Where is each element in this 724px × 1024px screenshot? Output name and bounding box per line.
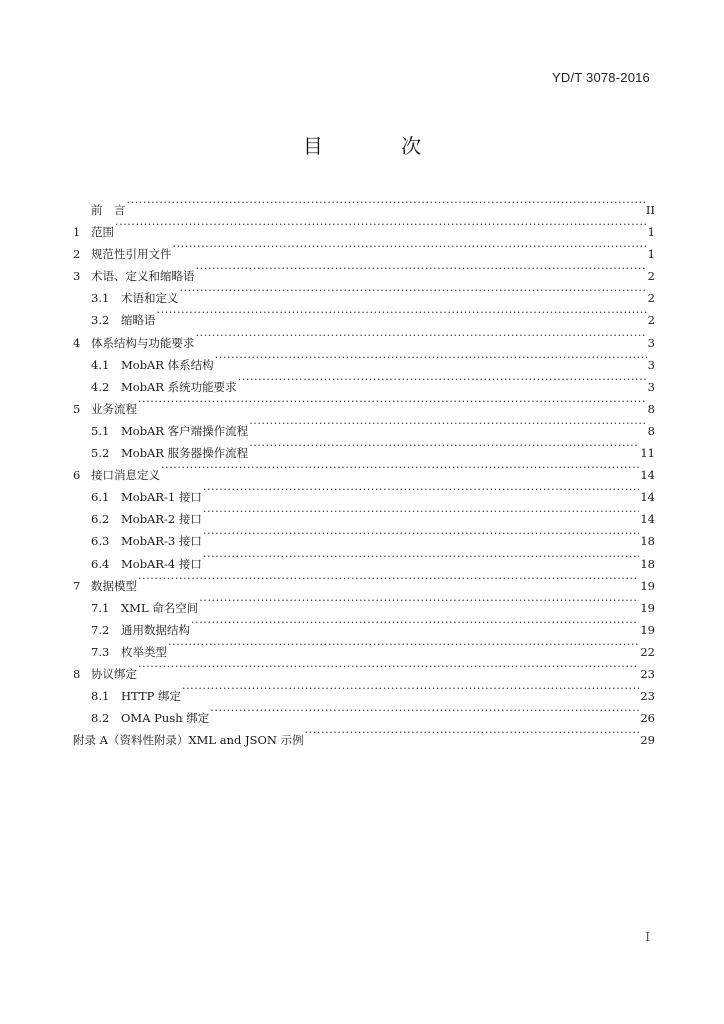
toc-entry[interactable] <box>73 214 655 240</box>
toc-entry-page: 11 <box>640 446 655 461</box>
toc-entry-label: MobAR 体系结构 <box>121 357 214 372</box>
toc-dot-leader <box>182 678 639 700</box>
toc-entry-label: HTTP 绑定 <box>121 689 181 704</box>
toc-entry[interactable] <box>73 568 655 593</box>
toc-dot-leader <box>305 722 640 744</box>
toc-entry-label: MobAR-4 接口 <box>121 556 202 571</box>
toc-entry-page: 18 <box>640 556 655 571</box>
toc-entry[interactable] <box>73 590 655 615</box>
toc-dot-leader <box>157 302 647 324</box>
toc-entry[interactable] <box>73 391 655 416</box>
toc-entry-number: 8 <box>73 666 81 681</box>
toc-entry-page: 23 <box>640 666 655 681</box>
toc-entry-number: 6.2 <box>91 512 110 527</box>
toc-entry-label: 数据模型 <box>91 578 137 593</box>
toc-entry-number: 8.2 <box>91 711 110 726</box>
toc-dot-leader <box>203 523 639 545</box>
toc-entry-page: 1 <box>647 247 655 262</box>
toc-entry-label: 缩略语 <box>121 313 156 328</box>
page-number: I <box>645 930 650 944</box>
toc-entry[interactable] <box>73 325 655 350</box>
toc-entry[interactable] <box>73 302 655 328</box>
toc-entry-number: 5.1 <box>91 423 110 438</box>
toc-entry-label: MobAR-2 接口 <box>121 512 202 527</box>
toc-entry-page: II <box>645 203 655 217</box>
toc-dot-leader <box>238 369 647 391</box>
toc-entry-page: 19 <box>640 600 655 615</box>
toc-entry-page: 14 <box>640 490 655 505</box>
toc-entry-label: MobAR 服务器操作流程 <box>121 446 249 461</box>
toc-entry-label: 规范性引用文件 <box>91 247 172 262</box>
toc-entry-page: 3 <box>647 357 655 372</box>
toc-entry[interactable] <box>73 656 655 681</box>
toc-entry-number: 6.1 <box>91 490 110 505</box>
toc-entry-number: 4.2 <box>91 379 110 394</box>
toc-dot-leader <box>138 391 647 413</box>
toc-entry-page: 2 <box>647 269 655 284</box>
toc-entry-page: 19 <box>640 622 655 637</box>
toc-entry[interactable] <box>73 457 655 483</box>
toc-entry-page: 3 <box>647 379 655 394</box>
toc-entry-page: 26 <box>640 711 655 726</box>
toc-dot-leader <box>180 280 647 302</box>
toc-dot-leader <box>210 700 639 722</box>
toc-entry-number: 7.2 <box>91 622 110 637</box>
toc-entry-label: 协议绑定 <box>91 666 137 681</box>
toc-entry-label: 接口消息定义 <box>91 468 160 483</box>
toc-entry-label: 术语、定义和缩略语 <box>91 269 195 284</box>
standard-code: YD/T 3078-2016 <box>552 70 650 85</box>
toc-entry-number: 3.2 <box>91 313 110 328</box>
toc-entry-label: 通用数据结构 <box>121 622 190 637</box>
toc-entry-label: 前 言 <box>91 203 126 217</box>
toc-entry-label: 枚举类型 <box>121 644 167 659</box>
toc-entry-page: 2 <box>647 313 655 328</box>
toc-entry-label: 业务流程 <box>91 401 137 416</box>
toc-entry-number: 7.1 <box>91 600 110 615</box>
toc-dot-leader <box>168 634 639 656</box>
toc-entry-number: 4 <box>73 335 81 350</box>
toc-entry-page: 14 <box>640 512 655 527</box>
toc-entry-label: 范围 <box>91 225 114 240</box>
toc-dot-leader <box>161 457 639 479</box>
toc-dot-leader <box>138 568 639 590</box>
toc-dot-leader <box>191 612 639 634</box>
toc-entry-page: 22 <box>640 644 655 659</box>
toc-entry-number: 6.3 <box>91 534 110 549</box>
toc-entry[interactable] <box>73 236 655 262</box>
toc-entry-label: XML 命名空间 <box>121 600 199 615</box>
toc-entry-label: MobAR-3 接口 <box>121 534 202 549</box>
toc-entry-page: 8 <box>647 401 655 416</box>
toc-entry[interactable] <box>73 413 655 438</box>
toc-entry-page: 19 <box>640 578 655 593</box>
toc-dot-leader <box>196 258 647 280</box>
toc-entry-page: 1 <box>647 225 655 240</box>
toc-dot-leader <box>196 325 647 347</box>
toc-entry-number: 6 <box>73 468 81 483</box>
toc-dot-leader <box>203 501 639 523</box>
toc-entry-label: MobAR 系统功能要求 <box>121 379 237 394</box>
toc-entry-label: MobAR-1 接口 <box>121 490 202 505</box>
toc-entry-page: 29 <box>640 733 655 748</box>
toc-entry-label: 体系结构与功能要求 <box>91 335 195 350</box>
toc-entry-number: 6.4 <box>91 556 110 571</box>
toc-entry[interactable] <box>73 678 655 704</box>
toc-entry-number: 7.3 <box>91 644 110 659</box>
toc-entry-number: 5.2 <box>91 446 110 461</box>
toc-entry-number: 3 <box>73 269 81 284</box>
toc-entry-page: 2 <box>647 291 655 306</box>
toc-entry-number: 8.1 <box>91 689 110 704</box>
toc-entry-number: 7 <box>73 578 81 593</box>
toc-entry-page: 8 <box>647 423 655 438</box>
toc-entry-label: 术语和定义 <box>121 291 179 306</box>
toc-entry-label: OMA Push 绑定 <box>121 711 210 726</box>
toc-dot-leader <box>173 236 647 258</box>
toc-dot-leader <box>249 435 639 457</box>
toc-dot-leader <box>215 347 647 369</box>
toc-entry-page: 3 <box>647 335 655 350</box>
toc-dot-leader <box>203 479 639 501</box>
toc-entry-number: 1 <box>73 225 81 240</box>
toc-entry-page: 18 <box>640 534 655 549</box>
toc-entry-page: 23 <box>640 689 655 704</box>
page-title: 目 次 <box>302 134 458 158</box>
toc-entry-number: 3.1 <box>91 291 110 306</box>
toc-entry-number: 2 <box>73 247 81 262</box>
toc-dot-leader <box>249 413 646 435</box>
toc-entry-label: MobAR 客户端操作流程 <box>121 423 249 438</box>
toc-entry-number: 4.1 <box>91 357 110 372</box>
toc-entry[interactable] <box>73 479 655 505</box>
toc-entry-label: 附录 A（资料性附录）XML and JSON 示例 <box>73 733 304 748</box>
toc-dot-leader <box>203 546 639 568</box>
toc-dot-leader <box>199 590 639 612</box>
toc-entry-page: 14 <box>640 468 655 483</box>
toc-dot-leader <box>138 656 639 678</box>
toc-dot-leader <box>127 192 645 214</box>
toc-entry-number: 5 <box>73 401 81 416</box>
toc-dot-leader <box>115 214 647 236</box>
table-of-contents <box>73 192 655 748</box>
toc-entry[interactable] <box>73 192 655 217</box>
